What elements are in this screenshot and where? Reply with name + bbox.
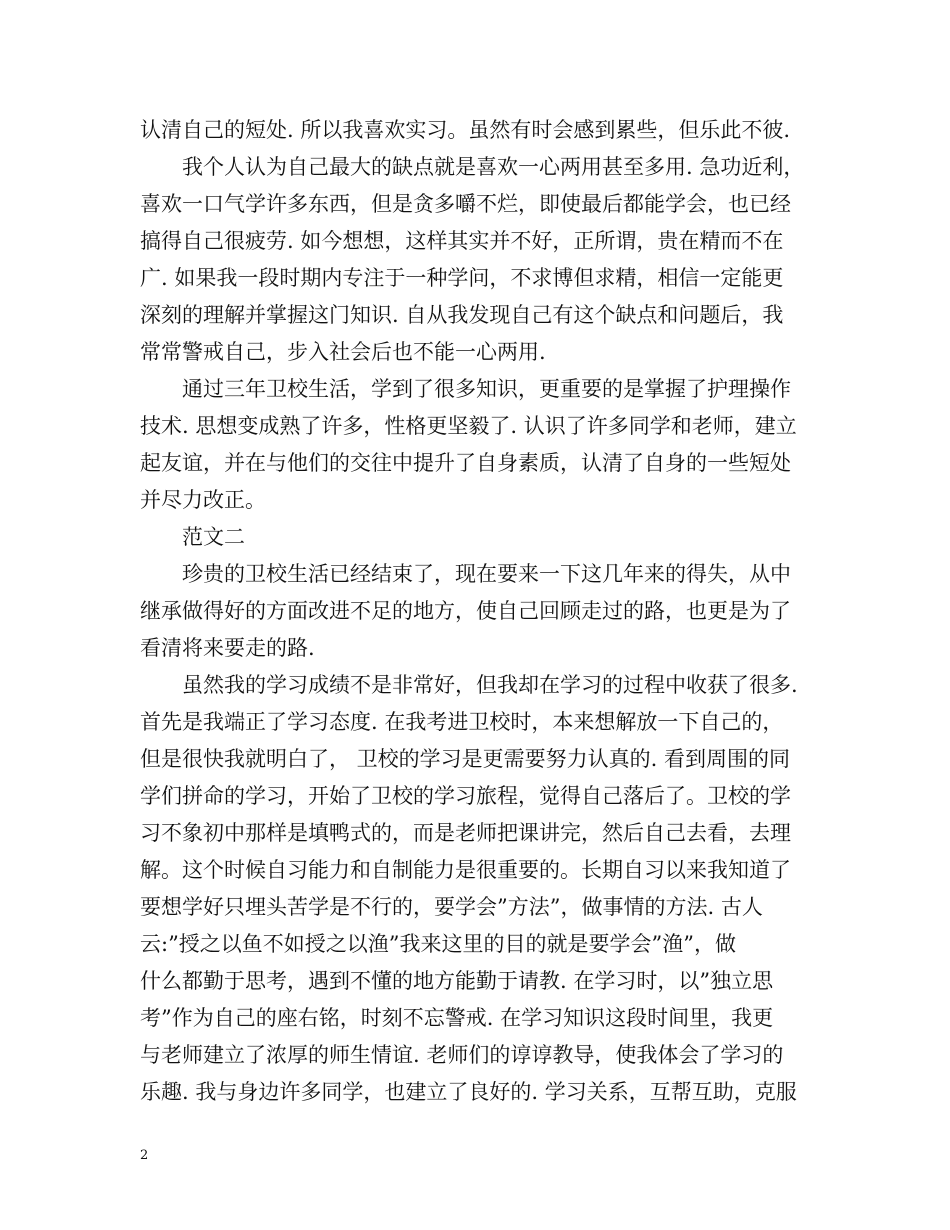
text-line: 我个人认为自己最大的缺点就是喜欢一心两用甚至多用. 急功近利， xyxy=(182,155,805,179)
text-line: 乐趣. 我与身边许多同学，也建立了良好的. 学习关系，互帮互助，克服 xyxy=(140,1080,797,1104)
text-line: 技术. 思想变成熟了许多，性格更坚毅了. 认识了许多同学和老师，建立 xyxy=(140,414,797,438)
text-line: 通过三年卫校生活，学到了很多知识，更重要的是掌握了护理操作 xyxy=(182,377,791,401)
text-line: 认清自己的短处. 所以我喜欢实习。虽然有时会感到累些，但乐此不彼. xyxy=(140,118,791,142)
text-line: 起友谊，并在与他们的交往中提升了自身素质，认清了自身的一些短处 xyxy=(140,451,791,475)
text-line: 虽然我的学习成绩不是非常好，但我却在学习的过程中收获了很多. xyxy=(182,673,798,697)
text-line: 看清将来要走的路. xyxy=(140,636,315,660)
text-line: 并尽力改正。 xyxy=(140,488,266,512)
text-line: 继承做得好的方面改进不足的地方，使自己回顾走过的路，也更是为了 xyxy=(140,599,791,623)
page-number: 2 xyxy=(140,1148,149,1163)
body-text xyxy=(140,112,830,1111)
text-line: 搞得自己很疲劳. 如今想想，这样其实并不好，正所谓，贵在精而不在 xyxy=(140,229,784,253)
text-line: 但是很快我就明白了， 卫校的学习是更需要努力认真的. 看到周围的同 xyxy=(140,747,791,771)
text-line: 喜欢一口气学许多东西，但是贪多嚼不烂，即使最后都能学会，也已经 xyxy=(140,192,791,216)
text-line: 什么都勤于思考，遇到不懂的地方能勤于请教. 在学习时，以”独立思 xyxy=(140,969,774,993)
text-line: 广. 如果我一段时期内专注于一种学问，不求博但求精，相信一定能更 xyxy=(140,266,784,290)
text-line: 首先是我端正了学习态度. 在我考进卫校时，本来想解放一下自己的， xyxy=(140,710,784,734)
text-line: 与老师建立了浓厚的师生情谊. 老师们的谆谆教导，使我体会了学习的 xyxy=(140,1043,784,1067)
text-line: 解。这个时候自习能力和自制能力是很重要的。长期自习以来我知道了 xyxy=(140,858,791,882)
text-line: 珍贵的卫校生活已经结束了，现在要来一下这几年来的得失，从中 xyxy=(182,562,791,586)
text-line: 深刻的理解并掌握这门知识. 自从我发现自己有这个缺点和问题后，我 xyxy=(140,303,784,327)
text-line: 范文二 xyxy=(182,525,245,549)
text-line: 考”作为自己的座右铭，时刻不忘警戒. 在学习知识这段时间里，我更 xyxy=(140,1006,774,1030)
text-line: 常常警戒自己，步入社会后也不能一心两用. xyxy=(140,340,546,364)
text-line: 云:”授之以鱼不如授之以渔”我来这里的目的就是要学会”渔”，做 xyxy=(140,932,737,956)
text-line: 习不象初中那样是填鸭式的，而是老师把课讲完，然后自己去看，去理 xyxy=(140,821,791,845)
text-line: 要想学好只埋头苦学是不行的，要学会”方法”，做事情的方法. 古人 xyxy=(140,895,763,919)
text-line: 学们拼命的学习，开始了卫校的学习旅程，觉得自己落后了。卫校的学 xyxy=(140,784,791,808)
